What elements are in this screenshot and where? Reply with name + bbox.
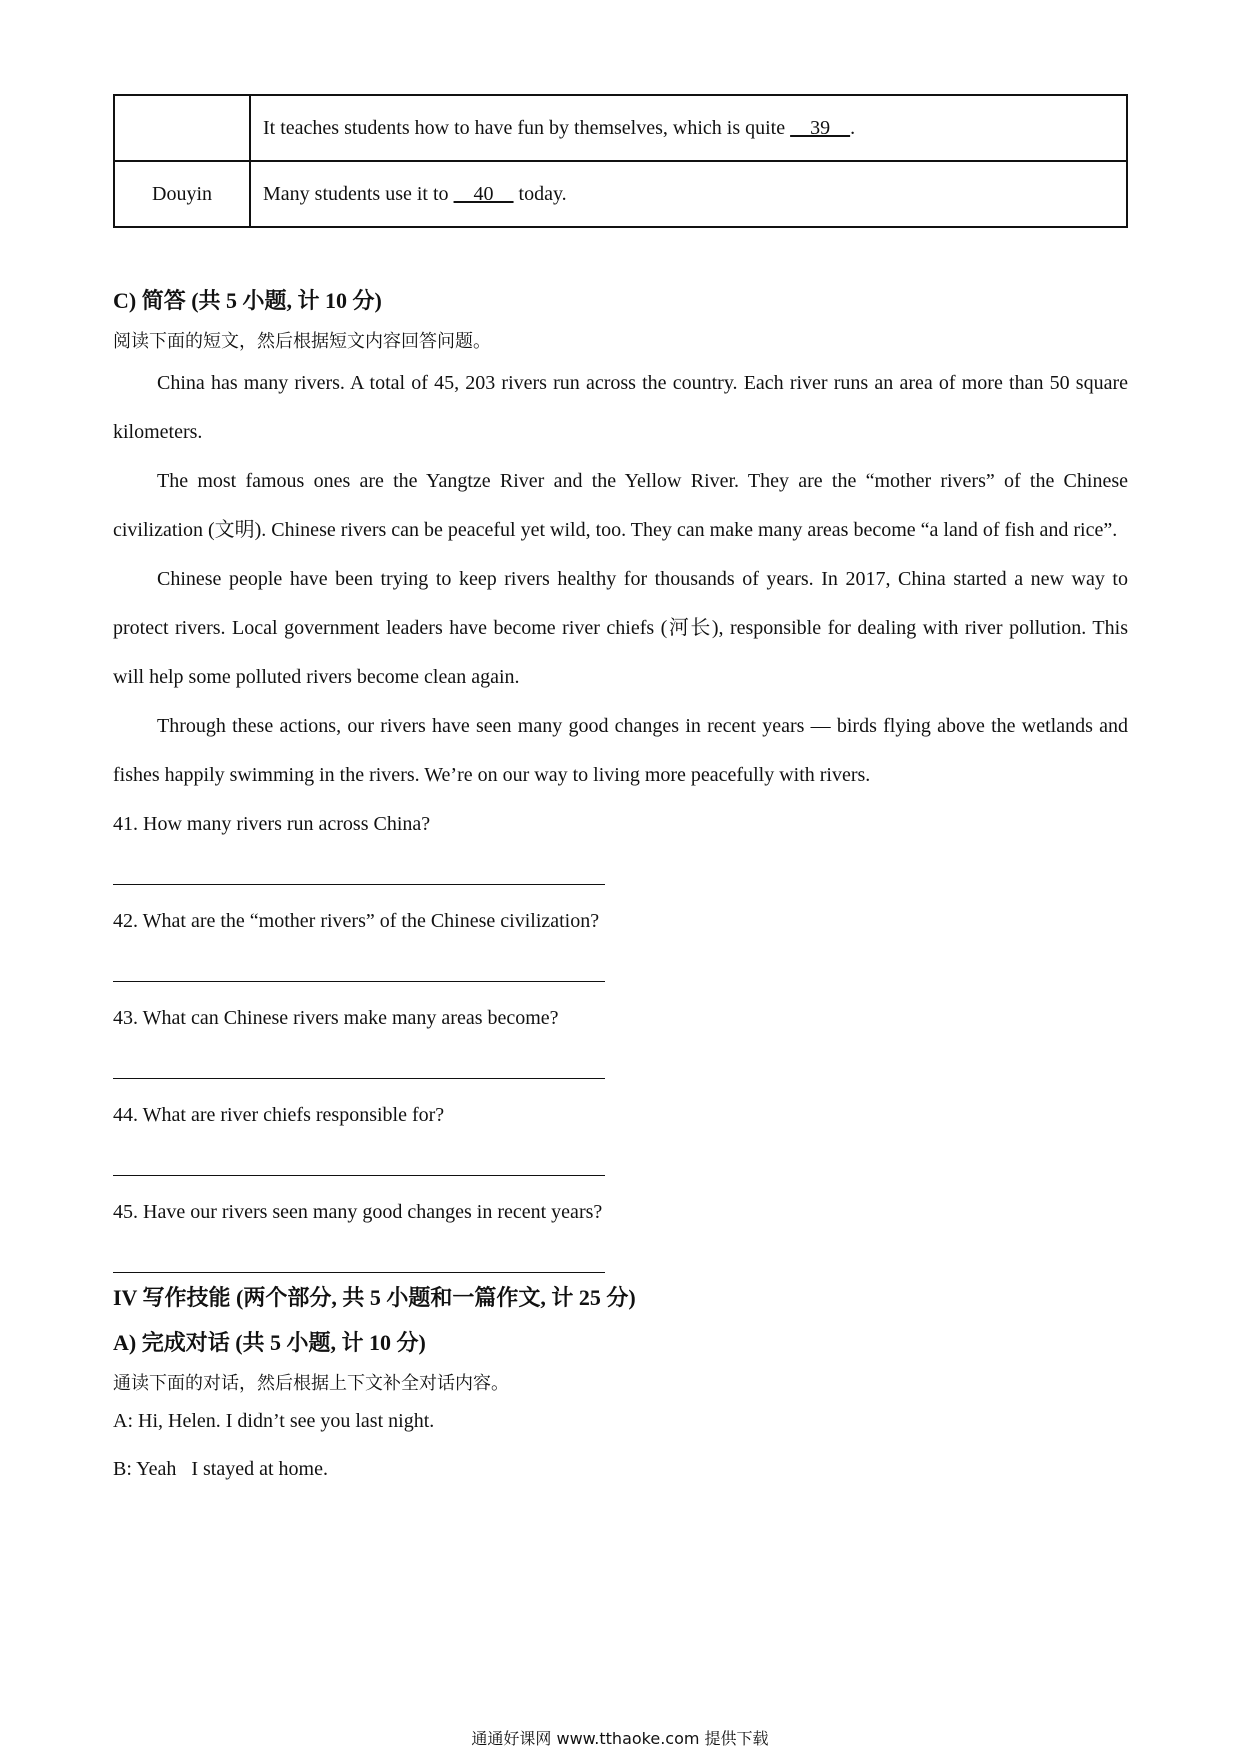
answer-line-41[interactable] (113, 884, 605, 885)
answer-line-42[interactable] (113, 981, 605, 982)
app-usage-table (113, 94, 1128, 228)
description-text: Many students use it to (263, 182, 454, 205)
section-iv-title: IV 写作技能 (两个部分, 共 5 小题和一篇作文, 计 25 分) (113, 1285, 636, 1310)
app-name-cell: Douyin (114, 161, 250, 227)
page-footer: 通通好课网 www.tthaoke.com 提供下载 (471, 1729, 769, 1748)
question-45: 45. Have our rivers seen many good changes in recent years? (113, 1201, 603, 1223)
passage-paragraph: Through these actions, our rivers have seen many good changes in recent years — birds flying above the wetlands and fishes happily swimming in the rivers. We’re on our way to living more peacefully with rivers. (113, 715, 1128, 786)
question-41: 41. How many rivers run across China? (113, 813, 431, 835)
description-cell (250, 95, 1127, 161)
answer-line-44[interactable] (113, 1175, 605, 1176)
passage-paragraph: China has many rivers. A total of 45, 203 rivers run across the country. Each river runs an area of more than 50 square kilometers. (113, 372, 1128, 443)
section-iv-instruction: 通读下面的对话，然后根据上下文补全对话内容。 (113, 1373, 509, 1394)
passage-paragraph: Chinese people have been trying to keep rivers healthy for thousands of years. In 2017, China started a new way to protect rivers. Local government leaders have become river chiefs (河长), responsible for dealing with river pollution. This will help some polluted rivers become clean again. (113, 568, 1128, 688)
dialogue-line: A: Hi, Helen. I didn’t see you last night. (113, 1410, 435, 1432)
passage-paragraph: The most famous ones are the Yangtze River and the Yellow River. They are the “mother rivers” of the Chinese civilization (文明). Chinese rivers can be peaceful yet wild, too. They can make many areas become “a land of fish and rice”. (113, 470, 1128, 541)
app-name-cell (114, 95, 250, 161)
answer-line-45[interactable] (113, 1272, 605, 1273)
section-c-title: C) 简答 (共 5 小题, 计 10 分) (113, 288, 382, 313)
section-iv-part-a-title: A) 完成对话 (共 5 小题, 计 10 分) (113, 1330, 426, 1355)
question-42: 42. What are the “mother rivers” of the Chinese civilization? (113, 910, 600, 932)
table-row (114, 161, 1127, 227)
blank-39: 39 (790, 116, 851, 139)
description-cell (250, 161, 1127, 227)
question-43: 43. What can Chinese rivers make many areas become? (113, 1007, 559, 1029)
question-44: 44. What are river chiefs responsible for? (113, 1104, 445, 1126)
page (113, 94, 1128, 1493)
description-text-end: today. (513, 182, 567, 205)
answer-line-43[interactable] (113, 1078, 605, 1079)
description-text: It teaches students how to have fun by themselves, which is quite (263, 116, 791, 139)
table-row (114, 95, 1127, 161)
section-c-instruction: 阅读下面的短文，然后根据短文内容回答问题。 (113, 331, 491, 352)
blank-40: 40 (453, 182, 514, 205)
dialogue-line: B: Yeah I stayed at home. (113, 1458, 328, 1480)
description-text-end: . (850, 116, 856, 139)
